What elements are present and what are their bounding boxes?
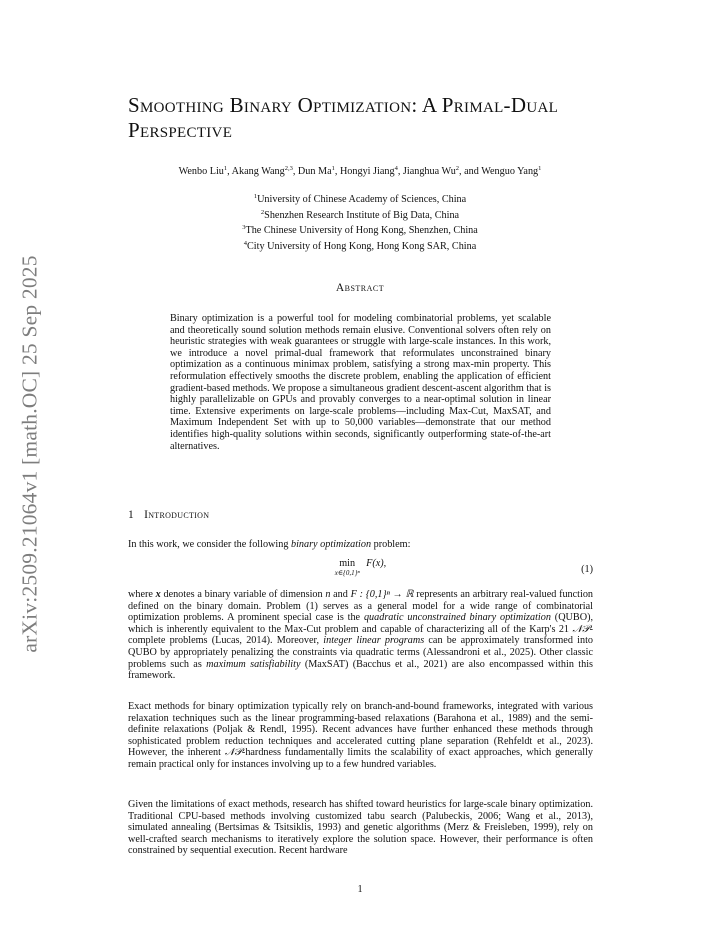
affiliation: $^2$Shenzhen Research Institute of Big Data, China [260, 208, 460, 221]
affiliation: $^1$University of Chinese Academy of Sciences, China [253, 193, 467, 205]
affiliation: $^4$City University of Hong Kong, Hong Kong SAR, China [243, 239, 477, 252]
arxiv-stamp [13, 244, 47, 664]
equation-expression [128, 558, 593, 577]
page-number: 1 [357, 884, 363, 895]
paragraph: where x denotes a binary variable of dimension n and F : {0,1}ⁿ → ℝ represents an arbitrary real-valued function defined on the binary domain. Problem (1) serves as a general model for a wide range of combinatorial optimization problems. A prominent special case is the quadratic unconstrained binary optimization (QUBO), which is inherently equivalent to the Max-Cut problem and capable of characterizing all of the Karp's 21 𝒩𝒫-complete problems (Lucas, 2014). Moreover, integer linear programs can be approximately transformed into QUBO by appropriately penalizing the constraints via quadratic terms (Alessandroni et al., 2025). Other classic problems such as maximum satisfiability (MaxSAT) (Bacchus et al., 2021) are also encompassed within this framework. [128, 589, 594, 682]
section-number: 1 [128, 509, 135, 521]
author: Hongyi Jiang$^4$ [339, 165, 398, 177]
paragraph: Given the limitations of exact methods, research has shifted toward heuristics for large-scale binary optimization. Traditional CPU-based methods involving customized tabu search (Palubeckis, 2006; Wang et al., 2013), simulated annealing (Bertsimas & Tsitsiklis, 1993) and genetic algorithms (Merz & Freisleben, 1999), rely on well-crafted search mechanisms to iteratively explore the solution space. However, their performance is often constrained by sequential execution. Recent hardware [128, 799, 593, 857]
abstract-body: Binary optimization is a powerful tool for modeling combinatorial problems, yet scalable and theoretically sound solution methods remain elusive. Conventional solvers often rely on heuristic strategies with weak guarantees or struggle with large-scale instances. In this work, we introduce a novel primal-dual framework that reformulates unconstrained binary optimization as a continuous minimax problem, satisfying a strong max-min property. This reformulation effectively smooths the discrete problem, enabling the application of efficient gradient-based methods. We propose a simultaneous gradient descent-ascent algorithm that is highly parallelizable on GPUs and provably converges to a near-optimal solution in linear time. Extensive experiments on large-scale problems—including Max-Cut, MaxSAT, and Maximum Independent Set with up to 50,000 variables—demonstrate that our method identifies high-quality solutions within seconds, significantly outperforming state-of-the-art alternatives. [170, 313, 551, 452]
abstract-heading: Abstract [335, 282, 385, 294]
author-list: Wenbo Liu$^1$, Akang Wang$^{2,3}$, Dun Ma$^1$, Hongyi Jiang$^4$, Jianghua Wu$^2$, and Wenguo Yang$^1$ [178, 165, 542, 177]
author: Dun Ma$^1$ [297, 165, 335, 177]
section-title: Introduction [144, 509, 210, 521]
objective-function: F(x), [366, 558, 387, 569]
affiliation-list [128, 191, 592, 253]
paper-title: Smoothing Binary Optimization: A Primal-Dual Perspective [128, 93, 559, 142]
intro-sentence: In this work, we consider the following binary optimization problem: [128, 539, 411, 550]
section-heading [128, 509, 209, 521]
min-operator: min x∈{0,1}ⁿ [334, 558, 360, 577]
author: Wenbo Liu$^1$ [178, 165, 228, 177]
paragraph: Exact methods for binary optimization typically rely on branch-and-bound frameworks, integrated with various relaxation techniques such as the linear programming-based relaxations (Barahona et al., 1989) and the semi-definite relaxations (Poljak & Rendl, 1995). Recent advances have further enhanced these methods through sophisticated problem reduction techniques and accelerated cutting plane separation (Rehfeldt et al., 2023). However, the inherent 𝒩𝒫-hardness fundamentally limits the scalability of exact approaches, which generally remain practical only for instances involving up to a few hundred variables. [128, 701, 593, 770]
author: Wenguo Yang$^1$ [481, 165, 542, 177]
affiliation: $^3$The Chinese University of Hong Kong, Shenzhen, China [242, 224, 478, 236]
arxiv-identifier: arXiv:2509.21064v1 [math.OC] 25 Sep 2025 [17, 255, 42, 653]
equation-number: (1) [581, 564, 593, 575]
equation-1 [128, 558, 593, 584]
author: Jianghua Wu$^2$ [402, 165, 460, 177]
author: Akang Wang$^{2,3}$ [231, 165, 293, 177]
